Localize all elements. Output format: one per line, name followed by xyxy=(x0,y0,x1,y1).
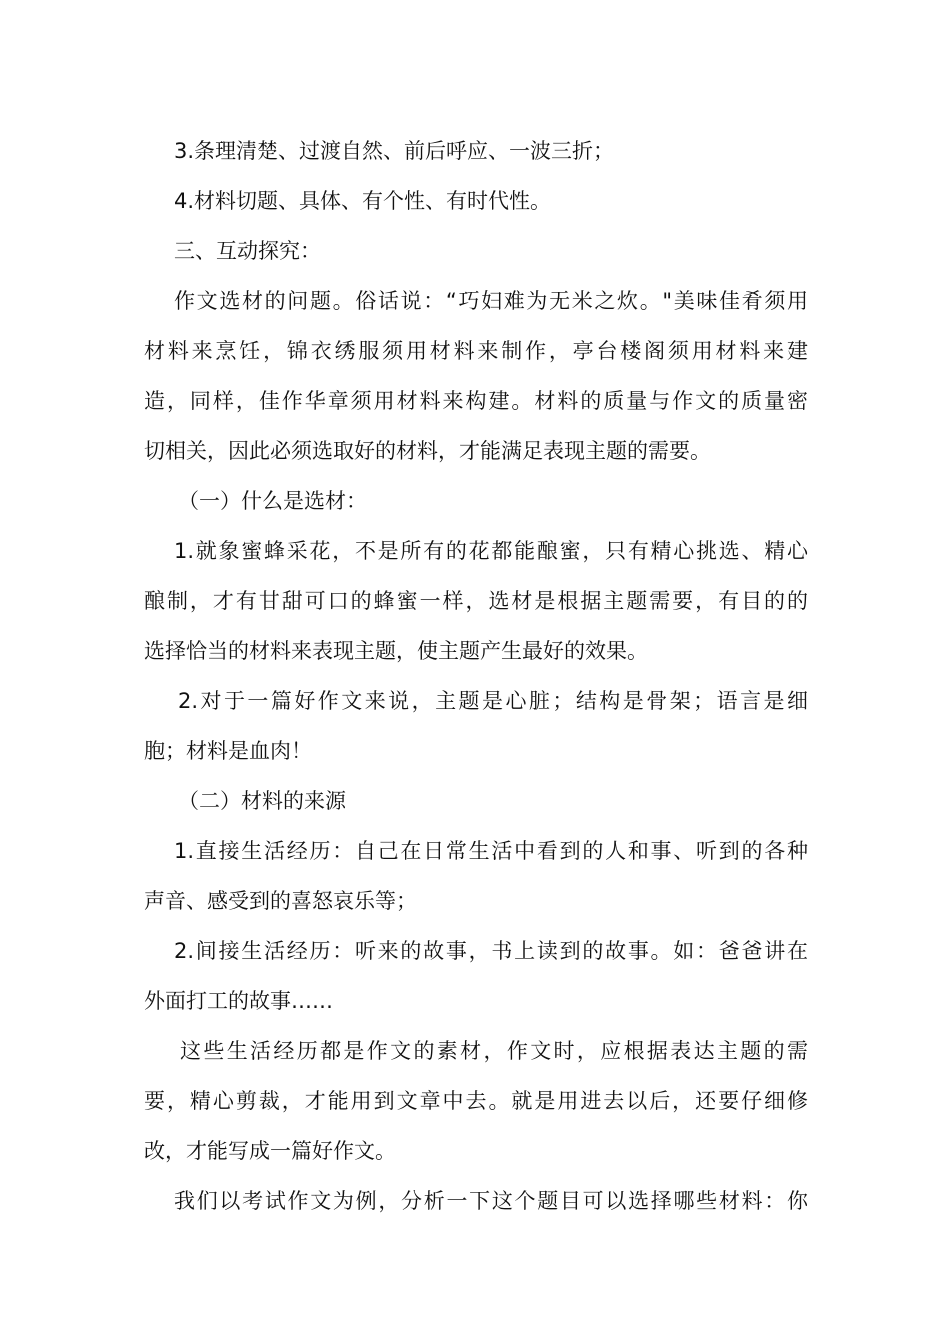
section-heading-3: 三、互动探究： xyxy=(174,239,321,263)
paragraph-line: 2.间接生活经历：听来的故事，书上读到的故事。如：爸爸讲在 xyxy=(174,939,808,963)
paragraph-line: 胞；材料是血肉！ xyxy=(144,739,312,763)
list-item-4: 4.材料切题、具体、有个性、有时代性。 xyxy=(174,189,552,213)
paragraph-line: 造，同样，佳作华章须用材料来构建。材料的质量与作文的质量密 xyxy=(144,389,808,413)
paragraph-line: 2.对于一篇好作文来说，主题是心脏；结构是骨架；语言是细 xyxy=(178,689,808,713)
paragraph-line: 我们以考试作文为例，分析一下这个题目可以选择哪些材料：你 xyxy=(174,1189,808,1213)
paragraph-line: 1.就象蜜蜂采花，不是所有的花都能酿蜜，只有精心挑选、精心 xyxy=(174,539,808,563)
document-body xyxy=(144,126,808,1226)
paragraph-line: 外面打工的故事…… xyxy=(144,989,333,1013)
list-item-3: 3.条理清楚、过渡自然、前后呼应、一波三折； xyxy=(174,139,615,163)
paragraph-line: 这些生活经历都是作文的素材，作文时，应根据表达主题的需 xyxy=(180,1039,808,1063)
subsection-heading-2: （二）材料的来源 xyxy=(178,789,346,813)
paragraph-line: 酿制，才有甘甜可口的蜂蜜一样，选材是根据主题需要，有目的的 xyxy=(144,589,808,613)
paragraph-line: 作文选材的问题。俗话说：“巧妇难为无米之炊。"美味佳肴须用 xyxy=(174,289,808,313)
paragraph-line: 声音、感受到的喜怒哀乐等； xyxy=(144,889,417,913)
paragraph-line: 材料来烹饪，锦衣绣服须用材料来制作，亭台楼阁须用材料来建 xyxy=(144,339,808,363)
paragraph-line: 要，精心剪裁，才能用到文章中去。就是用进去以后，还要仔细修 xyxy=(144,1089,808,1113)
paragraph-line: 切相关，因此必须选取好的材料，才能满足表现主题的需要。 xyxy=(144,439,711,463)
paragraph-line: 选择恰当的材料来表现主题，使主题产生最好的效果。 xyxy=(144,639,648,663)
paragraph-line: 改，才能写成一篇好作文。 xyxy=(144,1139,396,1163)
paragraph-line: 1.直接生活经历：自己在日常生活中看到的人和事、听到的各种 xyxy=(174,839,808,863)
subsection-heading-1: （一）什么是选材： xyxy=(178,489,367,513)
